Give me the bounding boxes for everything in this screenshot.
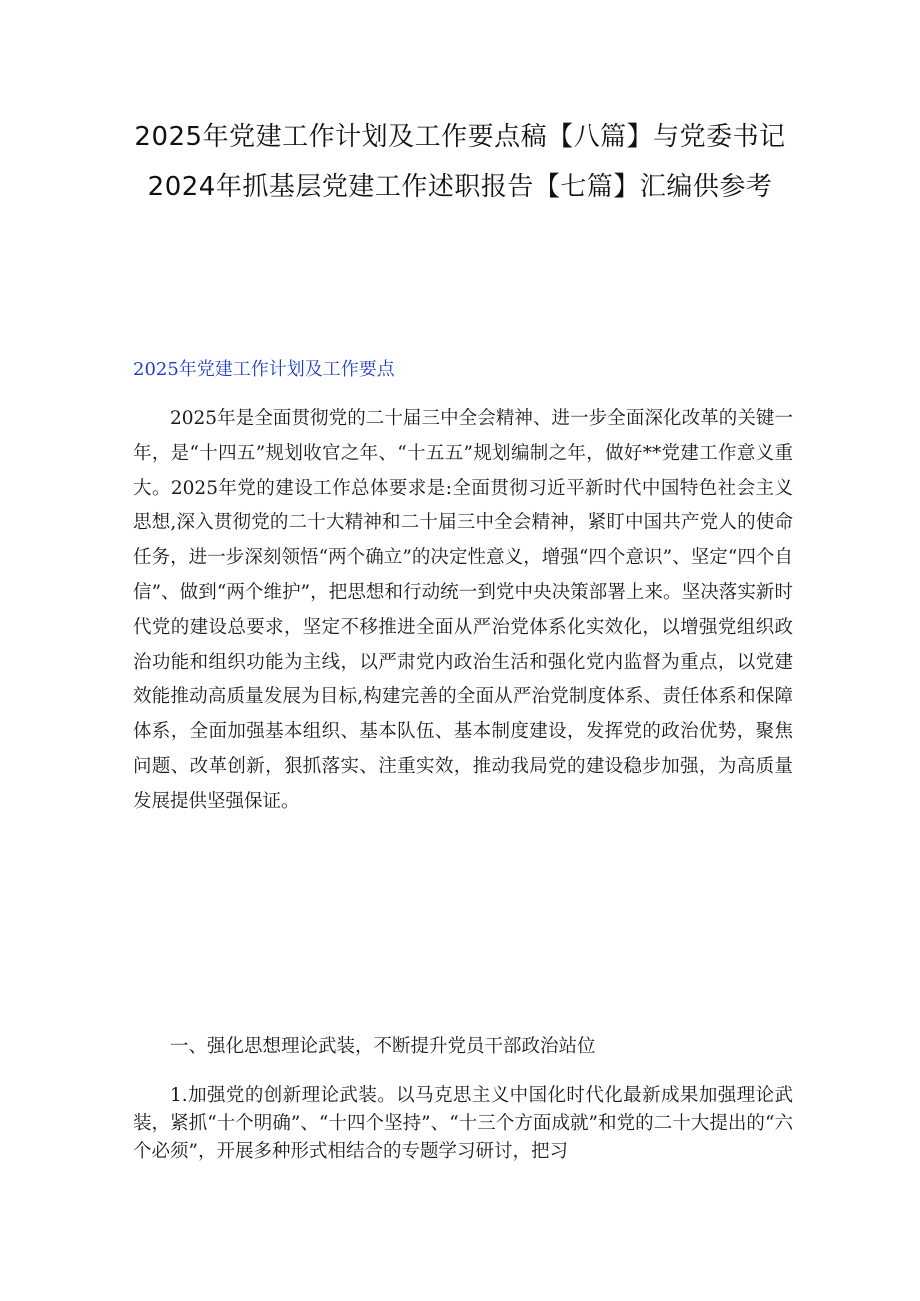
subheading-1: 一、强化思想理论武装，不断提升党员干部政治站位 <box>170 1036 596 1057</box>
intro-paragraph: 2025年是全面贯彻党的二十届三中全会精神、进一步全面深化改革的关键一年，是“十四五”规划收官之年、“十五五”规划编制之年，做好**党建工作意义重大。2025年党的建设工作总体要求是:全面贯彻习近平新时代中国特色社会主义思想,深入贯彻党的二十大精神和二十届三中全会精神，紧盯中国共产党人的使命任务，进一步深刻领悟“两个确立”的决定性意义，增强“四个意识”、坚定“四个自信”、做到“两个维护”，把思想和行动统一到党中央决策部署上来。坚决落实新时代党的建设总要求，坚定不移推进全面从严治党体系化实效化，以增强党组织政治功能和组织功能为主线，以严肃党内政治生活和强化党内监督为重点，以党建效能推动高质量发展为目标,构建完善的全面从严治党制度体系、责任体系和保障体系，全面加强基本组织、基本队伍、基本制度建设，发挥党的政治优势，聚焦问题、改革创新，狠抓落实、注重实效，推动我局党的建设稳步加强，为高质量发展提供坚强保证。 <box>133 408 793 812</box>
document-title: 2025年党建工作计划及工作要点稿【八篇】与党委书记2024年抓基层党建工作述职报告【七篇】汇编供参考 <box>134 122 786 202</box>
section-heading: 2025年党建工作计划及工作要点 <box>133 359 395 380</box>
item-1-paragraph: 1.加强党的创新理论武装。以马克思主义中国化时代化最新成果加强理论武装，紧抓“十个明确”、“十四个坚持”、“十三个方面成就”和党的二十大提出的“六个必须”，开展多种形式相结合的专题学习研讨，把习 <box>133 1085 793 1162</box>
